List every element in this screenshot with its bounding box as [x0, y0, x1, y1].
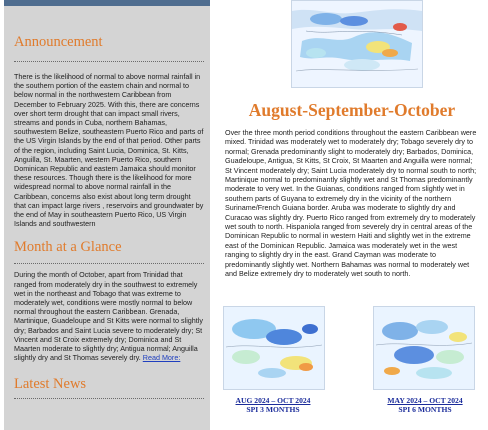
month-at-a-glance-body: During the month of October, apart from Trinidad that ranged from moderately dry in the southwest to extremely wet in the northeast and Tobago that was extreme to moderately wet, conditions were mostly normal to below normal throughout the eastern Caribbean. Grenada, Martinique, Guadeloupe and St Kitts were normal to slightly dry; Barbados and Saint Lucia severe to moderately dry; St Vincent and St Croix extremely dry; Dominica and St Maarten moderate to slightly dry; Antigua normal; Anguilla slightly dry and St Thomas severely dry.	[14, 270, 203, 363]
announcement-divider	[14, 61, 204, 62]
main-summary-text: Over the three month period conditions throughout the eastern Caribbean were mixed. Trinidad was moderately wet to moderately dry; Tobago severely dry to normal; Grenada predominantly slight to moderately dry; Barbados, Dominica, Guadeloupe, Antigua, St Kitts, St Croix, St Maarten and Anguilla were normal; St Vincent moderately dry; Saint Lucia moderately dry to normal south to north; Martinique normal to predominantly slightly wet and St Thomas predominantly moderate to very wet. In the Guianas, conditions ranged from slightly wet in southern parts of Guyana to extremely dry in the vicinity of the northern Suriname/French Guiana border. Aruba was moderate to slightly dry and Curacao was slightly dry. Puerto Rico ranged from extremely dry to moderately wet south to north. Hispaniola ranged from severely dry in central areas of the Dominican Republic to normal in western Haiti and slightly wet in the extreme east of the Dominican Republic. Jamaica was moderately wet in the west ranging to slightly dry in the east. Grand Cayman was moderate to predominantly slightly wet. Northern Bahamas was normal to moderately wet and Belize extremely dry to moderately wet south to north.	[225, 128, 477, 279]
month-at-a-glance-text	[14, 270, 204, 362]
spi-6-month-map[interactable]	[373, 306, 475, 390]
latest-news-heading: Latest News	[14, 376, 87, 393]
month-at-a-glance-heading: Month at a Glance	[14, 239, 122, 256]
spi-6-month-caption	[373, 396, 477, 414]
main-content	[213, 0, 488, 430]
spi-3-month-caption	[221, 396, 325, 414]
latest-news-divider	[14, 398, 204, 399]
spi-3-month-map-graphic	[224, 307, 324, 389]
drought-map-graphic	[292, 1, 422, 87]
sidebar-top-rule	[4, 0, 210, 6]
announcement-heading: Announcement	[14, 34, 103, 50]
spi-3-month-link[interactable]: AUG 2024 – OCT 2024	[235, 396, 311, 405]
spi-3-month-label: SPI 3 MONTHS	[246, 405, 300, 414]
month-at-a-glance-divider	[14, 263, 204, 264]
spi-6-month-map-graphic	[374, 307, 474, 389]
announcement-text: There is the likelihood of normal to above normal rainfall in the southern portion of the eastern chain and normal to below normal in the northwestern Caribbean from December to February 2025. With this, there are concerns over short term drought that can impact small rivers, streams and ponds in Cuba, northern Bahamas, southwestern Belize, southeastern Puerto Rico and parts of the US Virgin Islands by the end of that period. Other parts of the region, including Saint Lucia, Dominica, St. Kitts, Anguilla, St. Maarten, western Puerto Rico, southern Dominican Republic and eastern Jamaica should monitor these resources. Though there is the likelihood for more widespread normal to above normal rainfall in the Caribbean, concerns also exist about long term drought that can impact large rivers , reservoirs and groundwater by the end of May in southeastern Puerto Rico, US Virgin Islands and southwestern	[14, 72, 204, 229]
sidebar	[4, 0, 210, 430]
spi-6-month-link[interactable]: MAY 2024 – OCT 2024	[387, 396, 463, 405]
map-image-top	[291, 0, 423, 88]
page-title: August-September-October	[248, 100, 456, 120]
read-more-link[interactable]: Read More:	[142, 353, 181, 363]
spi-6-month-label: SPI 6 MONTHS	[398, 405, 452, 414]
spi-3-month-map[interactable]	[223, 306, 325, 390]
